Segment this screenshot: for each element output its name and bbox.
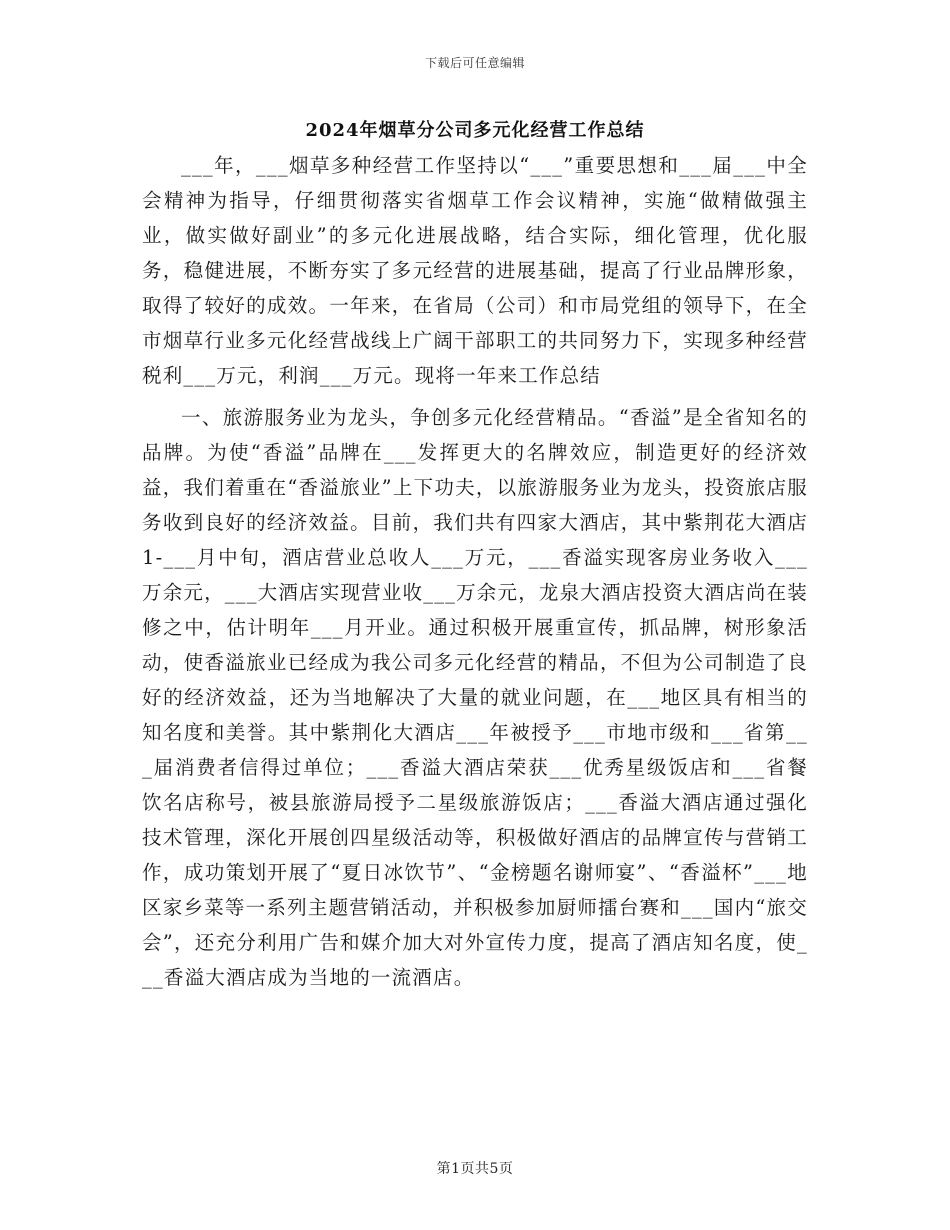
paragraph-intro: ___年，___烟草多种经营工作坚持以“___”重要思想和___届___中全会精神为指导，仔细贯彻落实省烟草工作会议精神，实施“做精做强主业，做实做好副业”的多元化进展战略，结合实际，细化管理，优化服务，稳健进展，不断夯实了多元经营的进展基础，提高了行业品牌形象，取得了较好的成效。一年来，在省局（公司）和市局党组的领导下，在全市烟草行业多元化经营战线上广阔干部职工的共同努力下，实现多种经营税利___万元，利润___万元。现将一年来工作总结 (142, 154, 808, 387)
page-number: 第1页共5页 (436, 1161, 514, 1177)
document-title: 2024年烟草分公司多元化经营工作总结 (305, 120, 645, 141)
paragraph-tourism-services: 一、旅游服务业为龙头，争创多元化经营精品。“香溢”是全省知名的品牌。为使“香溢”品牌在___发挥更大的名牌效应，制造更好的经济效益，我们着重在“香溢旅业”上下功夫，以旅游服务业为龙头，投资旅店服务收到良好的经济效益。目前，我们共有四家大酒店，其中紫荆花大酒店1-___月中旬，酒店营业总收人___万元，___香溢实现客房业务收入___万余元，___大酒店实现营业收___万余元，龙泉大酒店投资大酒店尚在装修之中，估计明年___月开业。通过积极开展重宣传，抓品牌，树形象活动，使香溢旅业已经成为我公司多元化经营的精品，不但为公司制造了良好的经济效益，还为当地解决了大量的就业问题，在___地区具有相当的知名度和美誉。其中紫荆化大酒店___年被授予___市地市级和___省第___届消费者信得过单位；___香溢大酒店荣获___优秀星级饭店和___省餐饮名店称号，被县旅游局授予二星级旅游饭店；___香溢大酒店通过强化技术管理，深化开展创四星级活动等，积极做好酒店的品牌宣传与营销工作，成功策划开展了“夏日冰饮节”、“金榜题名谢师宴”、“香溢杯”___地区家乡菜等一系列主题营销活动，并积极参加厨师擂台赛和___国内“旅交会”，还充分利用广告和媒介加大对外宣传力度，提高了酒店知名度，使___香溢大酒店成为当地的一流酒店。 (142, 406, 809, 989)
document-body (142, 148, 808, 995)
header-note: 下载后可任意编辑 (424, 56, 525, 70)
